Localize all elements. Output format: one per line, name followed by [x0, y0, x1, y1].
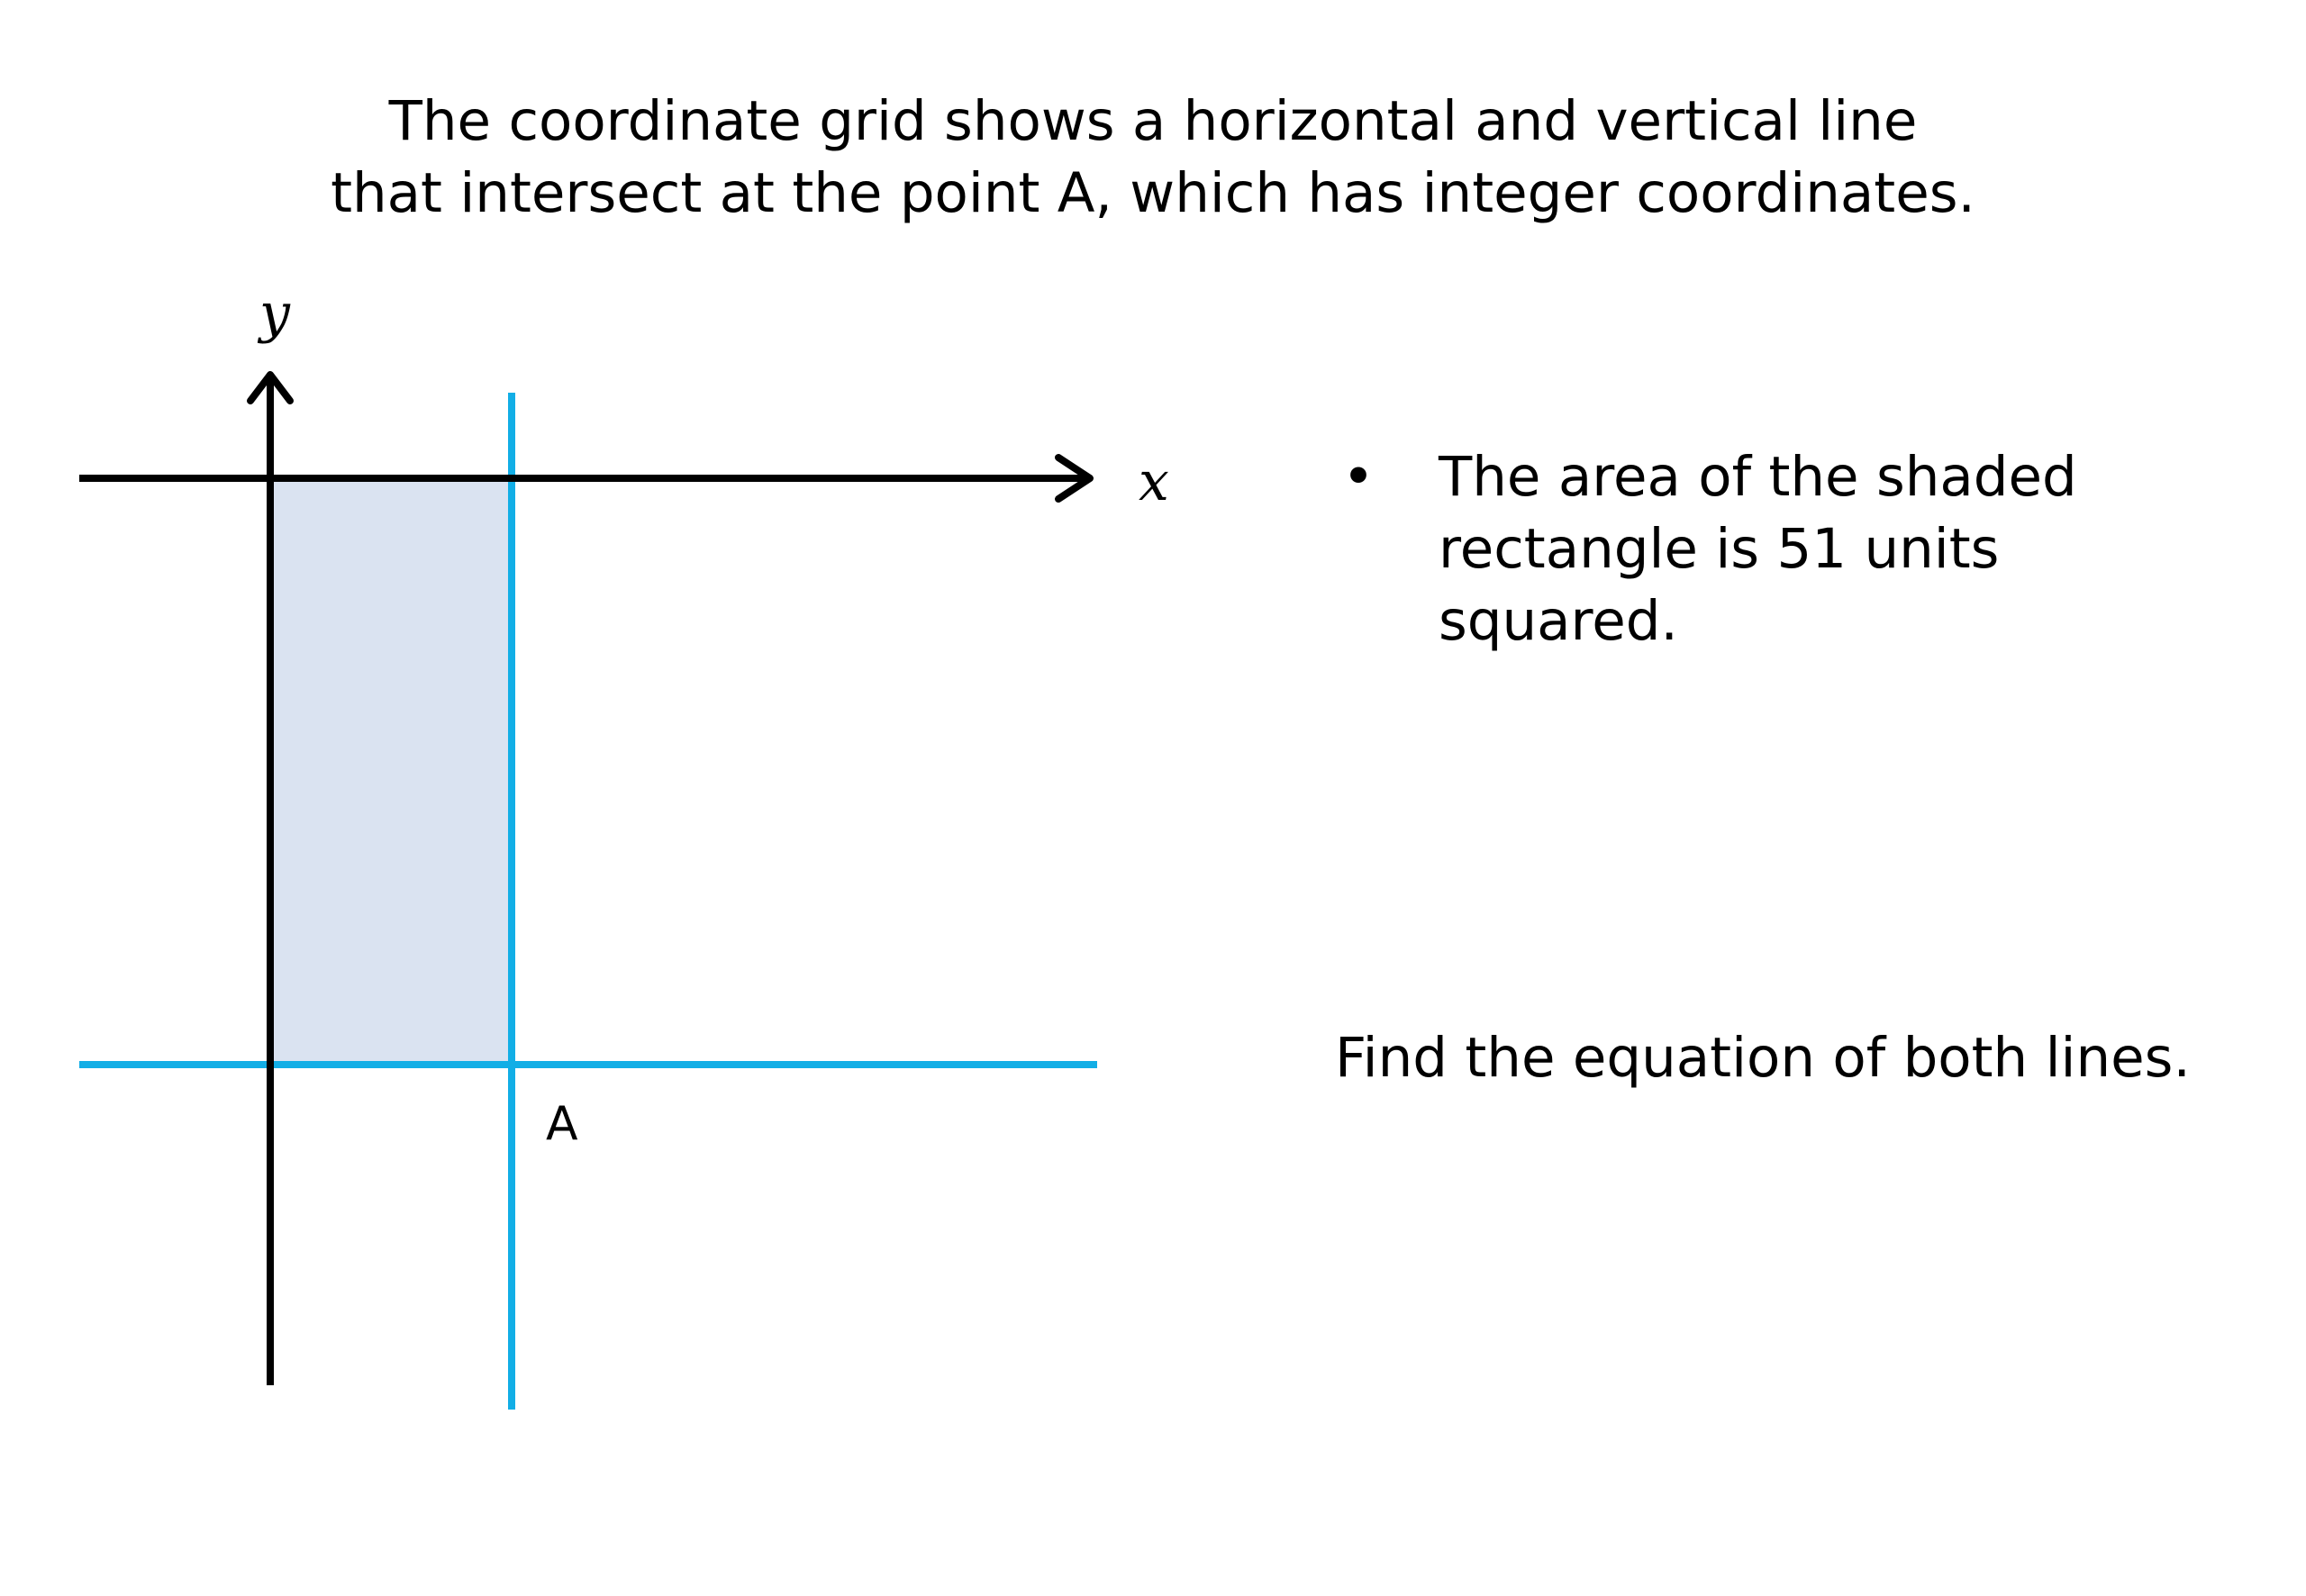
question-text: Find the equation of both lines.	[1335, 1026, 2191, 1090]
shaded-rectangle	[270, 478, 512, 1065]
y-axis-label: y	[259, 282, 290, 345]
point-a-label: A	[546, 1097, 578, 1151]
problem-statement-line-2: that intersect at the point A, which has integer coordinates.	[331, 161, 1975, 225]
bullet-marker: •	[1342, 445, 1375, 509]
area-info-text: The area of the shaded rectangle is 51 units squared.	[1439, 445, 2077, 653]
x-axis-label: x	[1139, 450, 1169, 513]
problem-statement-line-1: The coordinate grid shows a horizontal and vertical line	[388, 89, 1918, 153]
